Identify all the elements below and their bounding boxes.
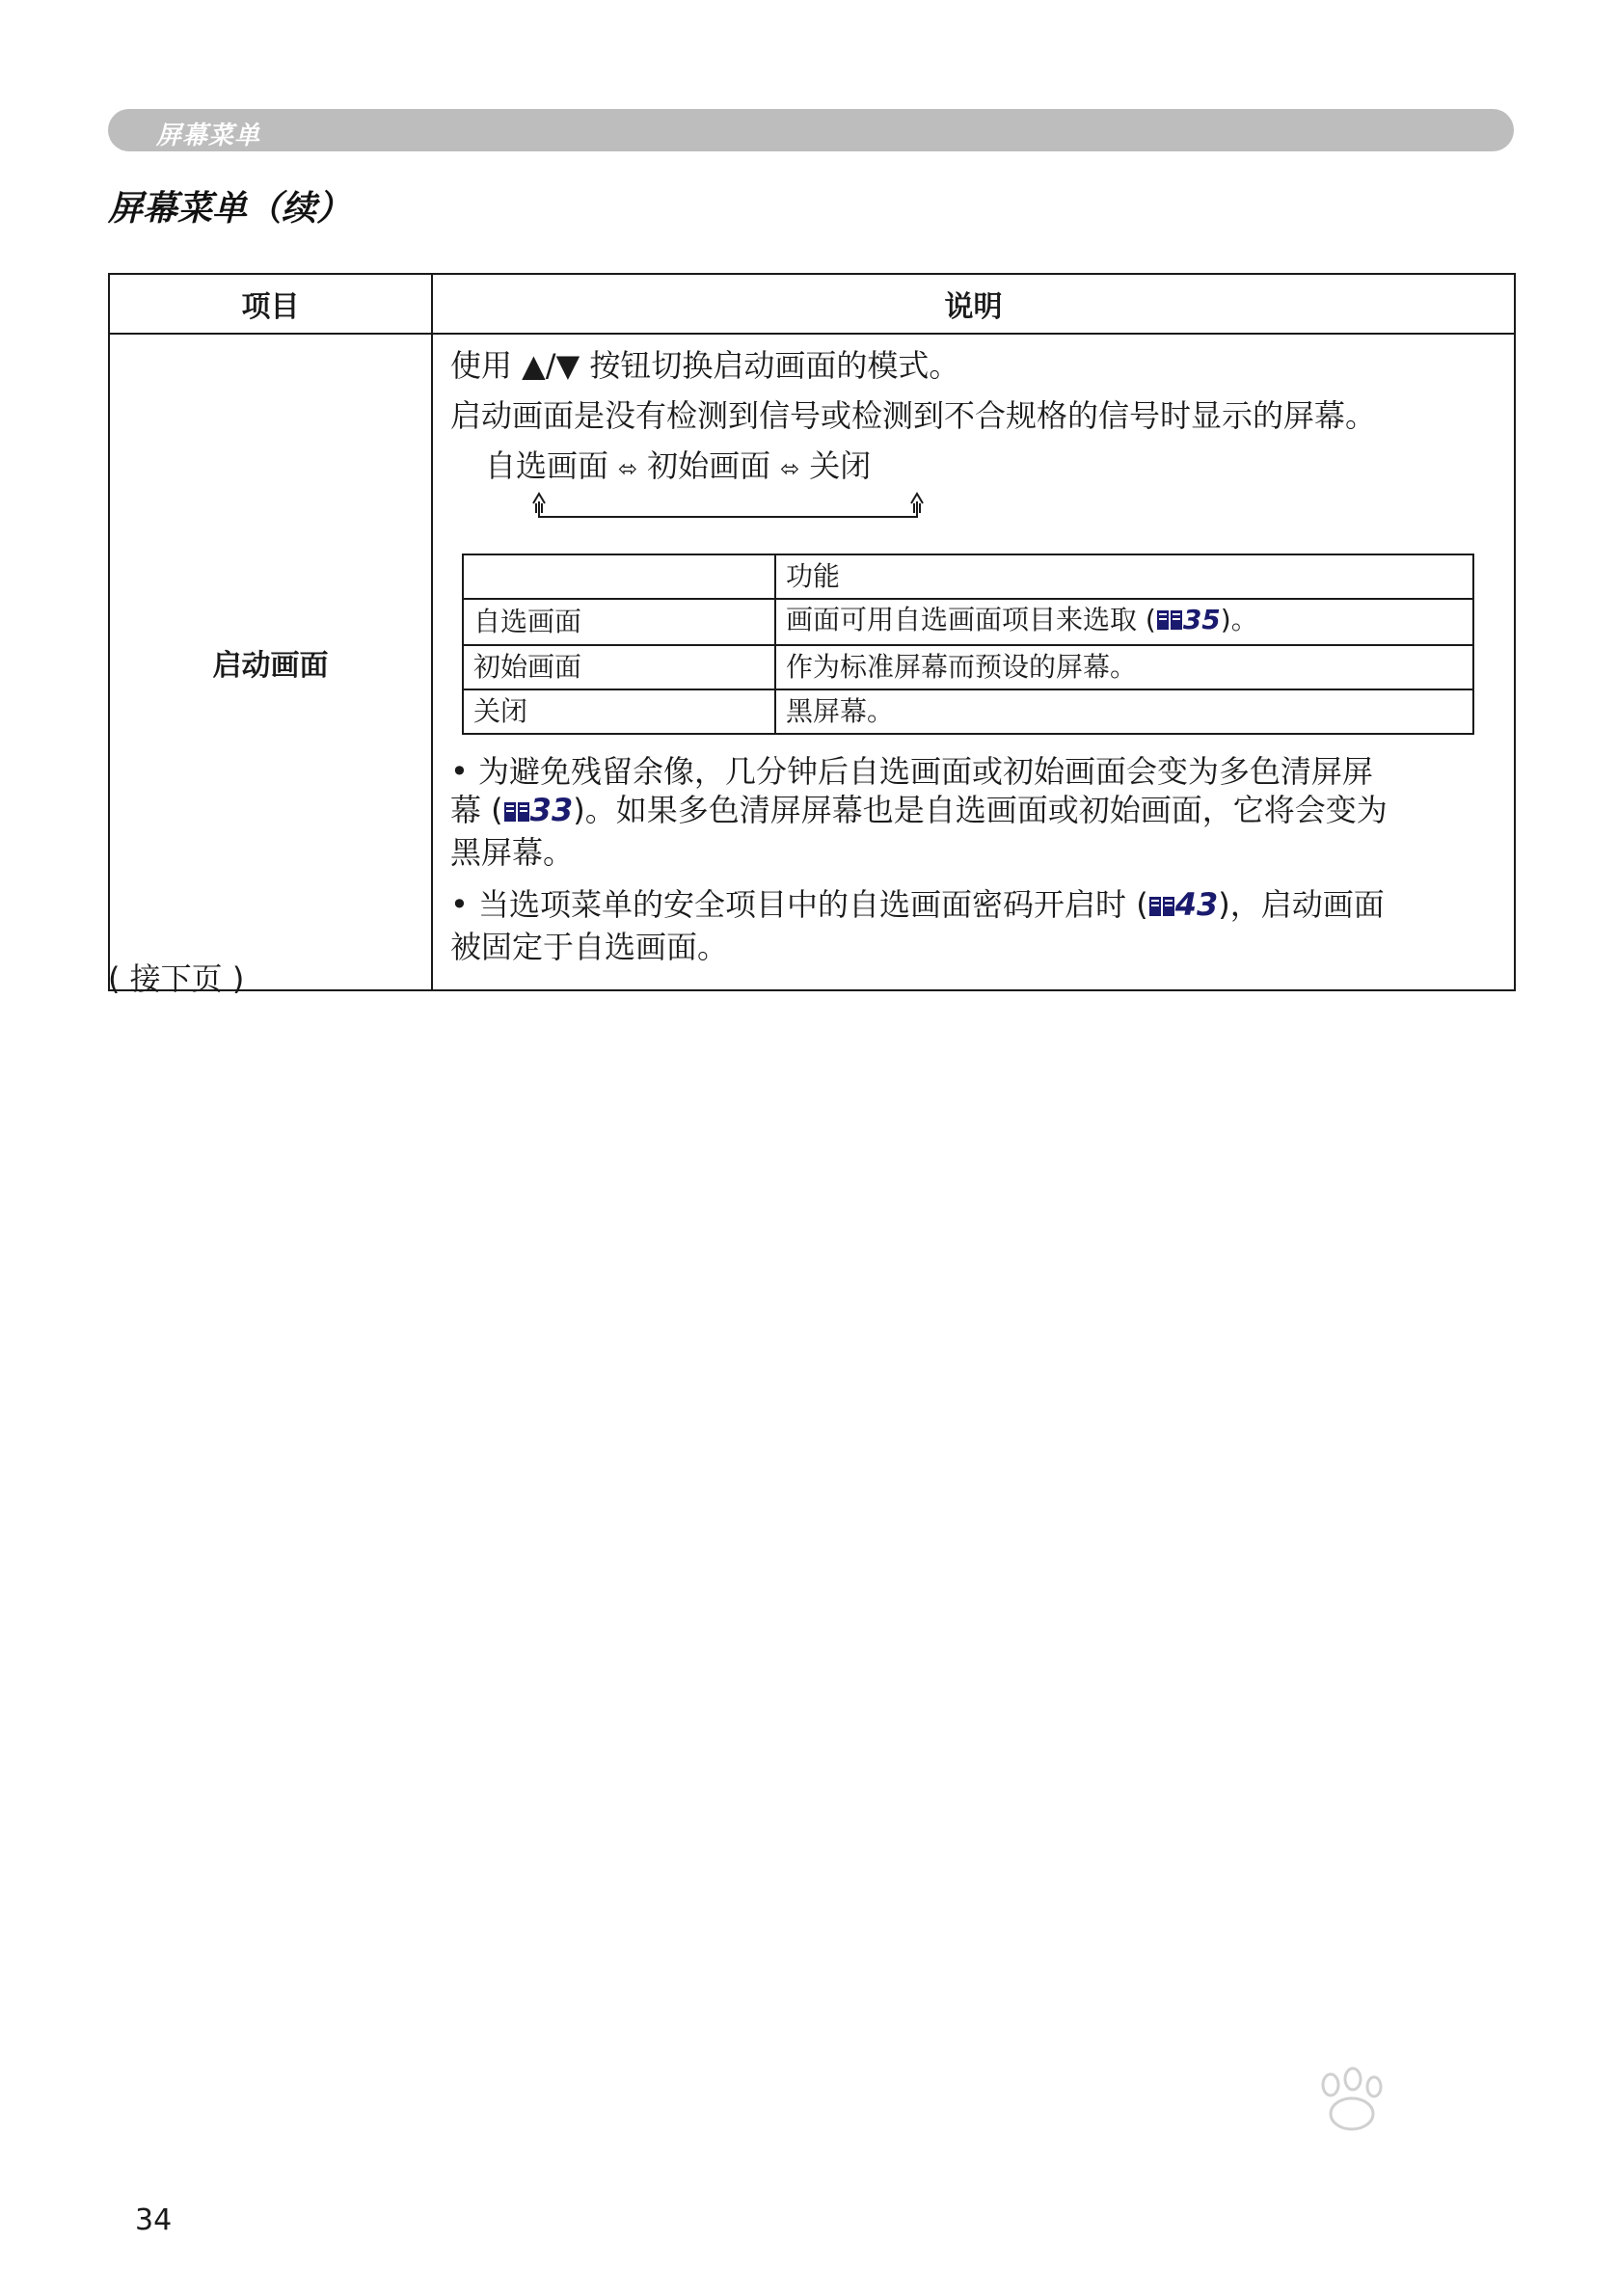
item-description	[432, 334, 1515, 990]
double-arrow-icon: ⬄	[618, 455, 638, 482]
page-ref[interactable]: 33	[529, 792, 574, 828]
function-name: 自选画面	[463, 599, 775, 645]
function-desc: 黑屏幕。	[775, 689, 1473, 734]
note-text: 幕 (	[450, 792, 503, 828]
continued-label: ( 接下页 )	[108, 960, 245, 997]
function-desc-text: 画面可用自选画面项目来选取 (	[786, 604, 1156, 635]
note-text: )，启动画面	[1218, 886, 1385, 923]
table-row	[109, 334, 1515, 990]
mode-cycle	[485, 445, 1500, 490]
note-text: 黑屏幕。	[450, 834, 575, 871]
book-icon	[503, 795, 530, 833]
function-desc-tail: )。	[1220, 604, 1258, 635]
note-text: )。如果多色清屏屏幕也是自选画面或初始画面，它将会变为	[573, 792, 1388, 828]
page-heading: 屏幕菜单（续）	[108, 189, 352, 229]
function-table-header	[463, 554, 1473, 599]
note-text: • 为避免残留余像，几分钟后自选画面或初始画面会变为多色清屏屏	[450, 753, 1374, 790]
note-password	[450, 885, 1500, 966]
section-label: 屏幕菜单	[156, 122, 261, 150]
table-row	[463, 645, 1473, 689]
double-arrow-icon: ⬄	[780, 455, 800, 482]
function-desc	[775, 599, 1473, 645]
page-ref[interactable]: 43	[1174, 886, 1219, 923]
book-icon	[1148, 889, 1175, 928]
loop-arrow-icon	[450, 490, 1500, 528]
note-text: 被固定于自选画面。	[450, 929, 729, 965]
column-header-description: 说明	[432, 274, 1515, 334]
column-header-item: 项目	[109, 274, 432, 334]
table-row	[463, 689, 1473, 734]
item-name: 启动画面	[109, 334, 432, 990]
watermark-logo	[1147, 2064, 1514, 2237]
function-desc: 作为标准屏幕而预设的屏幕。	[775, 645, 1473, 689]
function-name: 初始画面	[463, 645, 775, 689]
description-line-2: 启动画面是没有检测到信号或检测到不合规格的信号时显示的屏幕。	[450, 397, 1377, 434]
function-table	[462, 554, 1474, 735]
function-name: 关闭	[463, 689, 775, 734]
section-bar	[108, 109, 1514, 151]
book-icon	[1156, 606, 1183, 642]
description-line-1: 使用 ▲/▼ 按钮切换启动画面的模式。	[450, 347, 960, 384]
table-header-row	[109, 274, 1515, 334]
table-row	[463, 599, 1473, 645]
startup-table	[108, 273, 1516, 991]
mode-custom: 自选画面	[485, 447, 609, 484]
function-table-header-blank	[463, 554, 775, 599]
note-text: • 当选项菜单的安全项目中的自选画面密码开启时 (	[450, 886, 1148, 923]
note-afterimage	[450, 752, 1500, 872]
function-table-header-label: 功能	[775, 554, 1473, 599]
page-ref[interactable]: 35	[1182, 604, 1221, 635]
mode-original: 初始画面	[647, 447, 771, 484]
mode-off: 关闭	[809, 447, 872, 484]
page-number: 34	[135, 2203, 173, 2237]
